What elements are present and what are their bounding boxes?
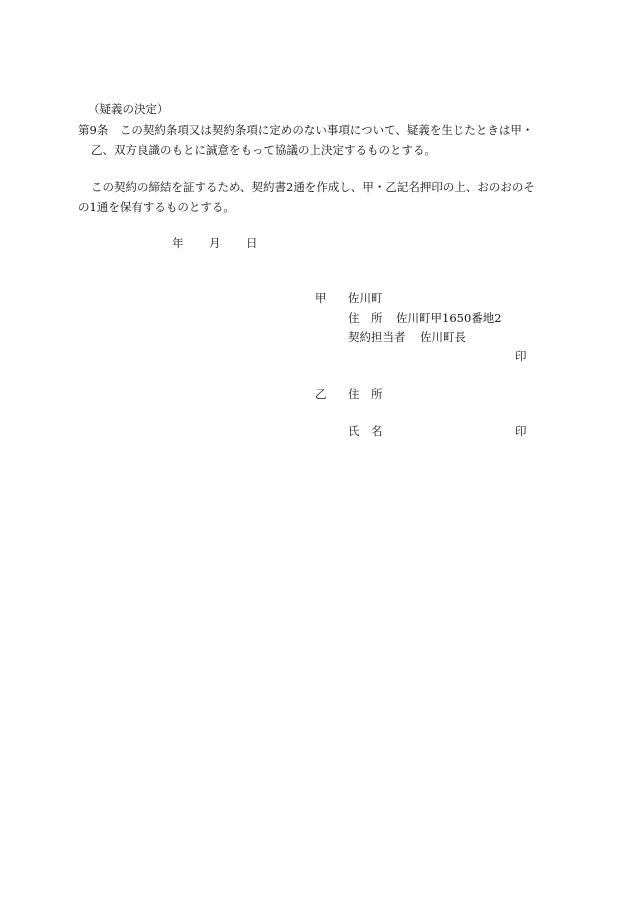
date-day-label: 日 xyxy=(246,236,258,250)
party-a-address: 佐川町甲1650番地2 xyxy=(396,311,502,325)
article-9-line-1: 第9条 この契約条項又は契約条項に定めのない事項について、疑義を生じたときは甲・ xyxy=(78,123,534,137)
party-b-seal: 印 xyxy=(515,424,527,438)
party-a-name: 佐川町 xyxy=(348,291,383,305)
party-a-label: 甲 xyxy=(315,291,327,305)
date-month-label: 月 xyxy=(209,236,221,250)
party-a-person: 佐川町長 xyxy=(420,330,466,344)
party-a-seal: 印 xyxy=(515,349,527,363)
party-b-name-label: 氏 名 xyxy=(348,424,383,438)
date-row xyxy=(172,238,258,250)
party-b-label: 乙 xyxy=(315,387,327,401)
closing-line-2: の1通を保有するものとする。 xyxy=(78,200,235,214)
article-heading: （疑義の決定） xyxy=(88,102,169,116)
article-9-line-2: 乙、双方良識のもとに誠意をもって協議の上決定するものとする。 xyxy=(91,143,436,157)
party-a-person-row xyxy=(348,332,466,344)
closing-line-1: この契約の締結を証するため、契約書2通を作成し、甲・乙記名押印の上、おのおのそ xyxy=(91,180,535,194)
party-a-address-label: 住 所 xyxy=(348,311,383,325)
party-a-address-row xyxy=(348,313,502,325)
party-a-person-label: 契約担当者 xyxy=(348,330,406,344)
date-year-label: 年 xyxy=(172,236,184,250)
party-b-address-label: 住 所 xyxy=(348,387,383,401)
